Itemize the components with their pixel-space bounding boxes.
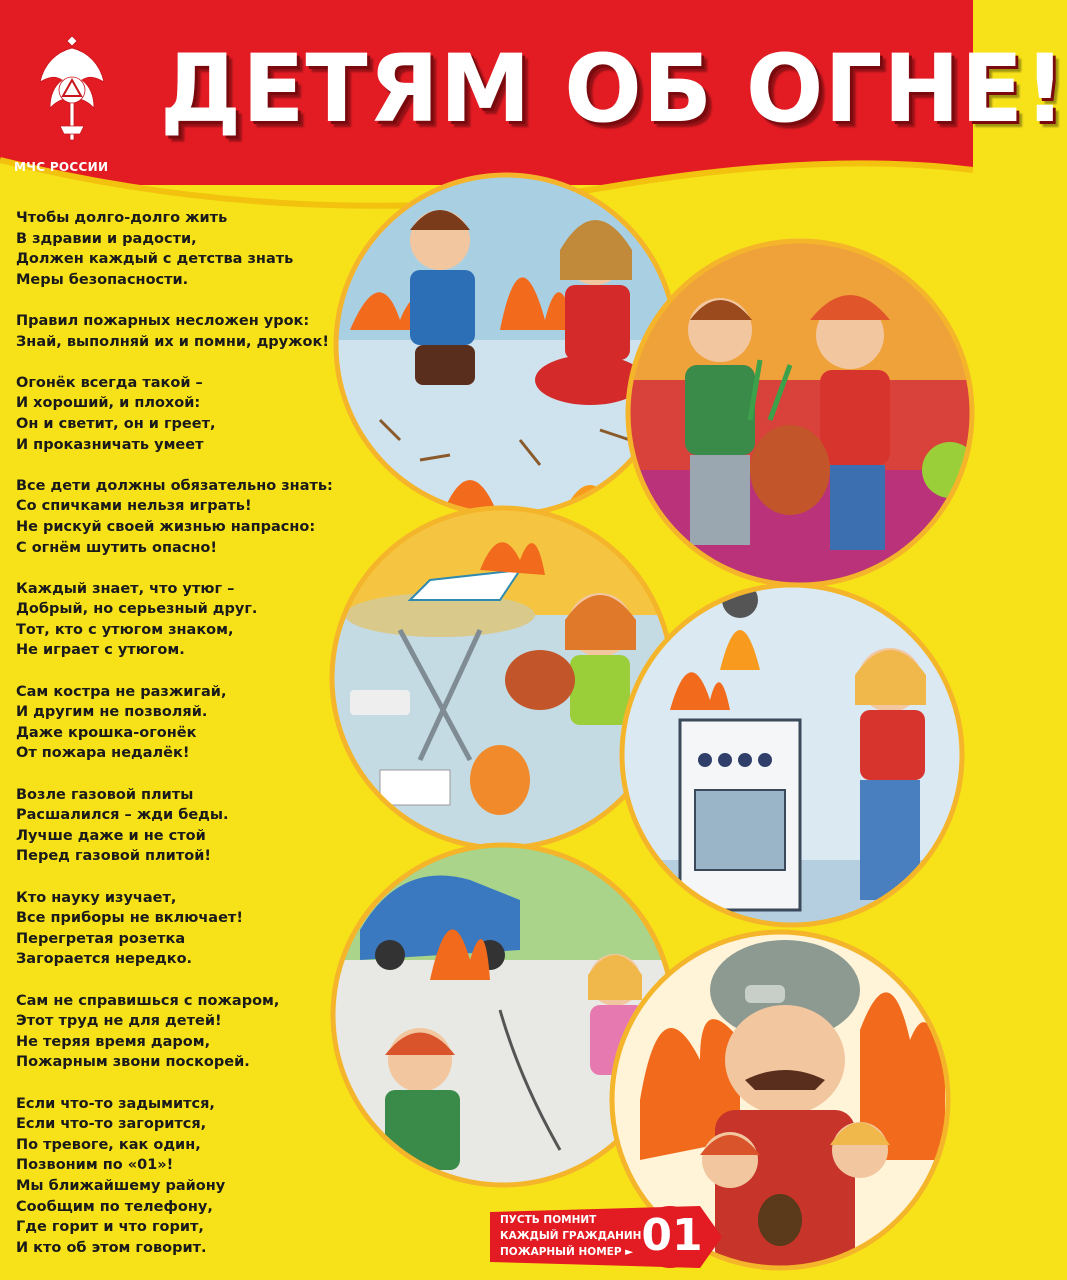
poem-line: Кто науку изучает, (16, 889, 177, 906)
poem-line: Не теряя время даром, (16, 1033, 211, 1050)
poem-line: Меры безопасности. (16, 271, 189, 288)
poem-line: Сам костра не разжигай, (16, 683, 227, 700)
poem-line: Если что-то задымится, (16, 1095, 215, 1112)
footer-line-3: ПОЖАРНЫЙ НОМЕР ► (500, 1246, 634, 1258)
poem-line: Огонёк всегда такой – (16, 374, 203, 391)
poem-line: И другим не позволяй. (16, 704, 208, 721)
poem-line: И хороший, и плохой: (16, 395, 201, 412)
poem-line: И кто об этом говорит. (16, 1239, 207, 1256)
poem-line: Даже крошка-огонёк (16, 724, 197, 741)
poem-line: С огнём шутить опасно! (16, 539, 217, 556)
poem-line: Чтобы долго-долго жить (16, 210, 228, 226)
poem-line: Знай, выполняй их и помни, дружок! (16, 333, 329, 350)
poem-line: Добрый, но серьезный друг. (16, 601, 258, 618)
poem-line: Не играет с утюгом. (16, 642, 185, 659)
poem-line: От пожара недалёк! (16, 745, 190, 762)
poem-line: В здравии и радости, (16, 230, 197, 247)
poem-line: Должен каждый с детства знать (16, 251, 294, 268)
emblem-caption: МЧС РОССИИ (14, 160, 109, 174)
poem-line: Загорается нередко. (16, 951, 193, 968)
footer-line-1: ПУСТЬ ПОМНИТ (500, 1214, 597, 1226)
poem-line: Все приборы не включает! (16, 910, 243, 927)
poem-line: Со спичками нельзя играть! (16, 498, 252, 515)
poem-line: Расшалился – жди беды. (16, 807, 229, 824)
poem-line: Он и светит, он и греет, (16, 415, 216, 432)
poem-line: Все дети должны обязательно знать: (16, 477, 333, 494)
poem-line: Где горит и что горит, (16, 1219, 204, 1236)
poem-line: По тревоге, как один, (16, 1136, 201, 1153)
page-title: ДЕТЯМ ОБ ОГНЕ! (160, 35, 1067, 144)
poem-line: Мы ближайшему району (16, 1177, 226, 1194)
poem-line: Пожарным звони поскорей. (16, 1054, 250, 1071)
poem-line: Сам не справишься с пожаром, (16, 992, 280, 1009)
poem-line: Каждый знает, что утюг – (16, 580, 235, 597)
poem-line: Перегретая розетка (16, 930, 186, 947)
poem-line: Правил пожарных несложен урок: (16, 312, 310, 329)
footer-line-2: КАЖДЫЙ ГРАЖДАНИН (500, 1230, 642, 1242)
emergency-number-text (500, 1212, 650, 1260)
poem-line: Сообщим по телефону, (16, 1198, 213, 1215)
emergency-number: 01 (641, 1210, 703, 1261)
poem-line: Тот, кто с утюгом знаком, (16, 621, 234, 638)
poem-line: Не рискуй своей жизнью напрасно: (16, 518, 316, 535)
poem-line: Позвоним по «01»! (16, 1157, 174, 1174)
poem-line: Лучше даже и не стой (16, 827, 206, 844)
poem-line: И проказничать умеет (16, 436, 204, 453)
poem-line: Возле газовой плиты (16, 786, 194, 803)
poem-line: Этот труд не для детей! (16, 1013, 222, 1030)
poem-line: Перед газовой плитой! (16, 848, 211, 865)
poem-line: Если что-то загорится, (16, 1116, 207, 1133)
